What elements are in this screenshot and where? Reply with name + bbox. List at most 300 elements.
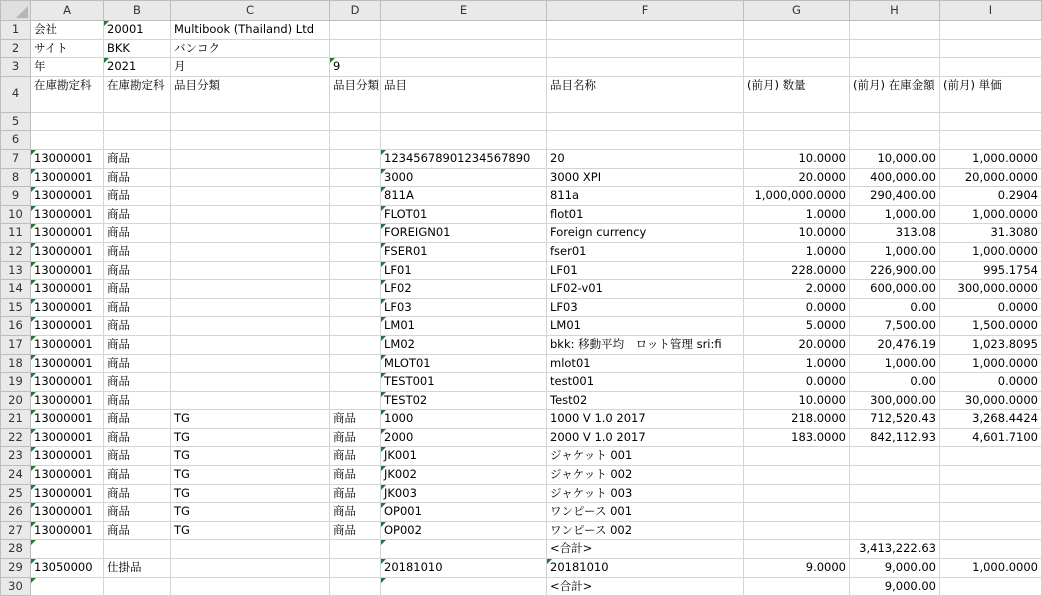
grid-cell[interactable]: 1000 [381,410,547,429]
grid-cell[interactable]: 商品 [104,149,171,168]
grid-cell[interactable]: BKK [104,39,171,58]
grid-cell[interactable]: 1,000,000.0000 [744,187,850,206]
grid-cell[interactable]: 3,268.4424 [940,410,1042,429]
grid-cell[interactable]: サイト [31,39,104,58]
grid-cell[interactable] [744,540,850,559]
grid-cell[interactable]: 商品 [104,447,171,466]
grid-cell[interactable] [850,112,940,131]
grid-cell[interactable] [381,39,547,58]
grid-cell[interactable] [381,577,547,596]
grid-cell[interactable]: 商品 [104,503,171,522]
select-all-corner[interactable] [1,1,31,21]
grid-cell[interactable]: 月 [171,58,330,77]
grid-cell[interactable]: 1.0000 [744,242,850,261]
grid-cell[interactable]: 20.0000 [744,335,850,354]
grid-cell[interactable] [171,559,330,578]
grid-cell[interactable]: 1,000.0000 [940,559,1042,578]
grid-cell[interactable]: 商品 [104,484,171,503]
grid-cell[interactable]: 商品 [104,521,171,540]
grid-cell[interactable] [940,521,1042,540]
grid-cell[interactable]: LF03 [381,298,547,317]
column-header[interactable]: B [104,1,171,21]
grid-cell[interactable]: 商品 [330,410,381,429]
row-header[interactable]: 14 [1,280,31,299]
grid-cell[interactable]: 13000001 [31,298,104,317]
grid-cell[interactable]: 0.00 [850,373,940,392]
grid-cell[interactable]: 3,413,222.63 [850,540,940,559]
grid-cell[interactable]: 4,601.7100 [940,428,1042,447]
grid-cell[interactable]: 商品 [104,205,171,224]
grid-cell[interactable]: 商品 [104,373,171,392]
grid-cell[interactable] [171,168,330,187]
grid-cell[interactable]: 0.00 [850,298,940,317]
grid-cell[interactable] [330,577,381,596]
grid-cell[interactable]: JK002 [381,466,547,485]
grid-cell[interactable]: Test02 [547,391,744,410]
grid-cell[interactable] [330,280,381,299]
grid-cell[interactable]: JK003 [381,484,547,503]
grid-cell[interactable]: 1000 V 1.0 2017 [547,410,744,429]
grid-cell[interactable] [31,131,104,150]
grid-cell[interactable]: 10,000.00 [850,149,940,168]
grid-cell[interactable] [940,540,1042,559]
grid-cell[interactable]: 20.0000 [744,168,850,187]
grid-cell[interactable] [940,112,1042,131]
row-header[interactable]: 9 [1,187,31,206]
grid-cell[interactable] [850,466,940,485]
grid-cell[interactable]: Foreign currency [547,224,744,243]
grid-cell[interactable] [381,21,547,40]
grid-cell[interactable] [104,540,171,559]
grid-cell[interactable] [744,39,850,58]
row-header[interactable]: 5 [1,112,31,131]
column-header[interactable]: A [31,1,104,21]
grid-cell[interactable]: 2.0000 [744,280,850,299]
grid-cell[interactable] [940,447,1042,466]
grid-cell[interactable]: (前月) 単価 [940,76,1042,112]
grid-cell[interactable] [330,205,381,224]
grid-cell[interactable] [547,39,744,58]
grid-cell[interactable]: 13000001 [31,261,104,280]
row-header[interactable]: 6 [1,131,31,150]
grid-cell[interactable] [850,131,940,150]
grid-cell[interactable]: LM01 [547,317,744,336]
grid-cell[interactable]: 2000 V 1.0 2017 [547,428,744,447]
grid-cell[interactable] [850,521,940,540]
grid-cell[interactable] [850,39,940,58]
grid-cell[interactable] [850,447,940,466]
grid-cell[interactable] [171,224,330,243]
column-header[interactable]: G [744,1,850,21]
grid-cell[interactable] [330,187,381,206]
grid-cell[interactable]: 商品 [330,503,381,522]
grid-cell[interactable]: mlot01 [547,354,744,373]
grid-cell[interactable] [171,354,330,373]
grid-cell[interactable] [171,131,330,150]
grid-cell[interactable] [171,261,330,280]
row-header[interactable]: 3 [1,58,31,77]
grid-cell[interactable]: 13000001 [31,410,104,429]
grid-cell[interactable] [31,540,104,559]
row-header[interactable]: 18 [1,354,31,373]
column-header[interactable]: H [850,1,940,21]
grid-cell[interactable] [171,335,330,354]
grid-cell[interactable] [850,503,940,522]
grid-cell[interactable]: 商品 [330,521,381,540]
grid-cell[interactable]: 13000001 [31,224,104,243]
grid-cell[interactable] [940,503,1042,522]
grid-cell[interactable]: FLOT01 [381,205,547,224]
grid-cell[interactable] [330,373,381,392]
grid-cell[interactable] [547,21,744,40]
grid-cell[interactable]: 20001 [104,21,171,40]
row-header[interactable]: 10 [1,205,31,224]
grid-cell[interactable] [381,131,547,150]
grid-cell[interactable]: LF02 [381,280,547,299]
grid-cell[interactable] [330,391,381,410]
row-header[interactable]: 2 [1,39,31,58]
grid-cell[interactable]: Multibook (Thailand) Ltd [171,21,330,40]
grid-cell[interactable] [330,559,381,578]
row-header[interactable]: 23 [1,447,31,466]
grid-cell[interactable] [744,131,850,150]
grid-cell[interactable] [744,58,850,77]
grid-cell[interactable]: 1,000.00 [850,205,940,224]
grid-cell[interactable]: 商品 [104,187,171,206]
grid-cell[interactable]: LM01 [381,317,547,336]
grid-cell[interactable]: FOREIGN01 [381,224,547,243]
grid-cell[interactable] [171,391,330,410]
grid-cell[interactable] [104,131,171,150]
grid-cell[interactable] [744,503,850,522]
grid-cell[interactable]: 品目名称 [547,76,744,112]
grid-cell[interactable]: 商品 [104,354,171,373]
grid-cell[interactable]: 年 [31,58,104,77]
grid-cell[interactable] [171,205,330,224]
grid-cell[interactable] [850,484,940,503]
grid-cell[interactable]: 商品 [330,428,381,447]
grid-cell[interactable]: 13000001 [31,428,104,447]
grid-cell[interactable]: 0.0000 [744,373,850,392]
grid-cell[interactable]: 400,000.00 [850,168,940,187]
grid-cell[interactable]: 1,000.0000 [940,205,1042,224]
grid-cell[interactable]: 9,000.00 [850,559,940,578]
grid-cell[interactable]: 218.0000 [744,410,850,429]
grid-cell[interactable] [381,540,547,559]
grid-cell[interactable]: 13000001 [31,205,104,224]
grid-cell[interactable]: 811a [547,187,744,206]
grid-cell[interactable]: TG [171,503,330,522]
grid-cell[interactable] [744,521,850,540]
grid-cell[interactable]: 商品 [104,242,171,261]
row-header[interactable]: 30 [1,577,31,596]
grid-cell[interactable]: <合計> [547,577,744,596]
grid-cell[interactable]: 13000001 [31,503,104,522]
grid-cell[interactable]: 5.0000 [744,317,850,336]
row-header[interactable]: 21 [1,410,31,429]
grid-cell[interactable] [330,39,381,58]
grid-cell[interactable]: 0.2904 [940,187,1042,206]
row-header[interactable]: 17 [1,335,31,354]
column-header[interactable]: I [940,1,1042,21]
grid-cell[interactable]: ジャケット 003 [547,484,744,503]
grid-cell[interactable] [330,112,381,131]
grid-cell[interactable]: TG [171,484,330,503]
grid-cell[interactable]: 品目 [381,76,547,112]
grid-cell[interactable]: 228.0000 [744,261,850,280]
grid-cell[interactable]: 13050000 [31,559,104,578]
grid-cell[interactable] [330,261,381,280]
grid-cell[interactable] [940,466,1042,485]
grid-cell[interactable]: 商品 [330,447,381,466]
grid-cell[interactable]: 2000 [381,428,547,447]
grid-cell[interactable]: TEST001 [381,373,547,392]
grid-cell[interactable]: MLOT01 [381,354,547,373]
grid-cell[interactable]: TG [171,428,330,447]
grid-cell[interactable]: 商品 [104,428,171,447]
grid-cell[interactable]: 300,000.0000 [940,280,1042,299]
grid-cell[interactable]: LF01 [381,261,547,280]
grid-cell[interactable]: 3000 XPI [547,168,744,187]
grid-cell[interactable]: 13000001 [31,280,104,299]
grid-cell[interactable]: 712,520.43 [850,410,940,429]
grid-cell[interactable]: 300,000.00 [850,391,940,410]
grid-cell[interactable] [330,168,381,187]
grid-cell[interactable] [171,317,330,336]
grid-cell[interactable] [940,39,1042,58]
row-header[interactable]: 8 [1,168,31,187]
grid-cell[interactable]: (前月) 在庫金額 [850,76,940,112]
grid-cell[interactable]: OP001 [381,503,547,522]
grid-cell[interactable] [330,354,381,373]
grid-cell[interactable]: 商品 [330,466,381,485]
grid-cell[interactable]: <合計> [547,540,744,559]
grid-cell[interactable] [850,58,940,77]
grid-cell[interactable]: 20,476.19 [850,335,940,354]
grid-cell[interactable]: 12345678901234567890 [381,149,547,168]
grid-cell[interactable]: 20,000.0000 [940,168,1042,187]
grid-cell[interactable] [744,447,850,466]
grid-cell[interactable] [330,298,381,317]
grid-cell[interactable]: 13000001 [31,373,104,392]
grid-cell[interactable]: 1,000.0000 [940,354,1042,373]
grid-cell[interactable] [330,131,381,150]
grid-cell[interactable]: JK001 [381,447,547,466]
grid-cell[interactable]: 品目分類 [171,76,330,112]
grid-cell[interactable]: 商品 [104,261,171,280]
row-header[interactable]: 25 [1,484,31,503]
grid-cell[interactable]: 1,000.00 [850,354,940,373]
row-header[interactable]: 12 [1,242,31,261]
grid-cell[interactable]: 商品 [104,224,171,243]
grid-cell[interactable] [171,187,330,206]
grid-cell[interactable]: 20 [547,149,744,168]
row-header[interactable]: 27 [1,521,31,540]
grid-cell[interactable]: LM02 [381,335,547,354]
grid-cell[interactable] [940,131,1042,150]
grid-cell[interactable]: 600,000.00 [850,280,940,299]
grid-cell[interactable] [381,112,547,131]
grid-cell[interactable]: ワンピース 001 [547,503,744,522]
grid-cell[interactable]: 商品 [104,317,171,336]
grid-cell[interactable] [940,21,1042,40]
grid-cell[interactable] [547,131,744,150]
grid-cell[interactable]: 1.0000 [744,354,850,373]
grid-cell[interactable]: 13000001 [31,484,104,503]
column-header[interactable]: D [330,1,381,21]
row-header[interactable]: 16 [1,317,31,336]
grid-cell[interactable]: flot01 [547,205,744,224]
grid-cell[interactable]: ジャケット 002 [547,466,744,485]
grid-cell[interactable]: 20181010 [547,559,744,578]
grid-cell[interactable]: LF01 [547,261,744,280]
grid-cell[interactable] [330,540,381,559]
grid-cell[interactable]: TEST02 [381,391,547,410]
grid-cell[interactable]: 2021 [104,58,171,77]
grid-cell[interactable] [547,112,744,131]
grid-cell[interactable] [171,280,330,299]
grid-cell[interactable] [940,577,1042,596]
grid-cell[interactable] [547,58,744,77]
grid-cell[interactable]: 商品 [104,466,171,485]
grid-cell[interactable]: 13000001 [31,317,104,336]
grid-cell[interactable]: 在庫勘定科 [104,76,171,112]
grid-cell[interactable] [330,149,381,168]
grid-cell[interactable] [171,373,330,392]
grid-cell[interactable]: 10.0000 [744,149,850,168]
grid-cell[interactable] [31,577,104,596]
grid-cell[interactable]: 842,112.93 [850,428,940,447]
grid-cell[interactable]: bkk: 移動平均 ロット管理 sri:fi [547,335,744,354]
grid-cell[interactable]: 1,000.00 [850,242,940,261]
row-header[interactable]: 29 [1,559,31,578]
grid-cell[interactable]: 10.0000 [744,391,850,410]
grid-cell[interactable] [330,224,381,243]
grid-cell[interactable]: 品目分類 [330,76,381,112]
grid-cell[interactable]: 0.0000 [744,298,850,317]
grid-cell[interactable] [104,112,171,131]
grid-cell[interactable]: 仕掛品 [104,559,171,578]
grid-cell[interactable]: 商品 [104,335,171,354]
grid-cell[interactable]: test001 [547,373,744,392]
grid-cell[interactable]: 226,900.00 [850,261,940,280]
grid-cell[interactable] [744,484,850,503]
grid-cell[interactable] [171,298,330,317]
grid-cell[interactable]: 商品 [104,391,171,410]
grid-cell[interactable]: 3000 [381,168,547,187]
grid-cell[interactable]: 商品 [330,484,381,503]
grid-cell[interactable]: 10.0000 [744,224,850,243]
grid-cell[interactable]: 商品 [104,298,171,317]
row-header[interactable]: 11 [1,224,31,243]
grid-cell[interactable]: 0.0000 [940,298,1042,317]
grid-cell[interactable] [381,58,547,77]
grid-cell[interactable]: FSER01 [381,242,547,261]
row-header[interactable]: 1 [1,21,31,40]
grid-cell[interactable]: ワンピース 002 [547,521,744,540]
grid-cell[interactable]: 1.0000 [744,205,850,224]
row-header[interactable]: 24 [1,466,31,485]
grid-cell[interactable]: 13000001 [31,391,104,410]
grid-cell[interactable] [330,242,381,261]
grid-cell[interactable]: 13000001 [31,521,104,540]
grid-cell[interactable]: LF02-v01 [547,280,744,299]
grid-cell[interactable] [31,112,104,131]
grid-cell[interactable]: 13000001 [31,242,104,261]
row-header[interactable]: 20 [1,391,31,410]
grid-cell[interactable]: 13000001 [31,168,104,187]
row-header[interactable]: 22 [1,428,31,447]
grid-cell[interactable]: 商品 [104,168,171,187]
grid-cell[interactable]: TG [171,447,330,466]
grid-cell[interactable] [744,466,850,485]
grid-cell[interactable]: 13000001 [31,187,104,206]
grid-cell[interactable]: 290,400.00 [850,187,940,206]
grid-cell[interactable] [744,21,850,40]
grid-cell[interactable] [744,577,850,596]
grid-cell[interactable]: 9.0000 [744,559,850,578]
grid-cell[interactable]: 1,000.0000 [940,149,1042,168]
grid-cell[interactable]: 313.08 [850,224,940,243]
row-header[interactable]: 7 [1,149,31,168]
grid-cell[interactable]: 1,000.0000 [940,242,1042,261]
grid-cell[interactable]: ジャケット 001 [547,447,744,466]
grid-cell[interactable]: 9 [330,58,381,77]
grid-cell[interactable]: 811A [381,187,547,206]
grid-cell[interactable] [171,577,330,596]
grid-cell[interactable]: 0.0000 [940,373,1042,392]
grid-cell[interactable] [940,58,1042,77]
column-header[interactable]: F [547,1,744,21]
column-header[interactable]: C [171,1,330,21]
grid-cell[interactable]: 商品 [104,410,171,429]
row-header[interactable]: 28 [1,540,31,559]
grid-cell[interactable]: 7,500.00 [850,317,940,336]
grid-cell[interactable]: (前月) 数量 [744,76,850,112]
grid-cell[interactable]: 20181010 [381,559,547,578]
grid-cell[interactable]: バンコク [171,39,330,58]
grid-cell[interactable] [171,540,330,559]
grid-cell[interactable] [330,335,381,354]
row-header[interactable]: 19 [1,373,31,392]
grid-cell[interactable]: 13000001 [31,354,104,373]
grid-cell[interactable]: OP002 [381,521,547,540]
grid-cell[interactable] [330,317,381,336]
grid-cell[interactable] [171,242,330,261]
grid-cell[interactable]: 9,000.00 [850,577,940,596]
grid-cell[interactable]: 31.3080 [940,224,1042,243]
grid-cell[interactable] [171,149,330,168]
row-header[interactable]: 26 [1,503,31,522]
grid-cell[interactable]: 183.0000 [744,428,850,447]
grid-cell[interactable]: 995.1754 [940,261,1042,280]
grid-cell[interactable]: 13000001 [31,149,104,168]
grid-cell[interactable]: 1,023.8095 [940,335,1042,354]
grid-cell[interactable]: 会社 [31,21,104,40]
row-header[interactable]: 13 [1,261,31,280]
grid-cell[interactable]: 13000001 [31,466,104,485]
grid-cell[interactable]: TG [171,466,330,485]
grid-cell[interactable]: TG [171,521,330,540]
grid-cell[interactable] [940,484,1042,503]
grid-cell[interactable]: LF03 [547,298,744,317]
grid-cell[interactable]: 在庫勘定科 [31,76,104,112]
grid-cell[interactable]: 13000001 [31,447,104,466]
grid-cell[interactable] [850,21,940,40]
grid-cell[interactable] [171,112,330,131]
row-header[interactable]: 4 [1,76,31,112]
grid-cell[interactable]: TG [171,410,330,429]
